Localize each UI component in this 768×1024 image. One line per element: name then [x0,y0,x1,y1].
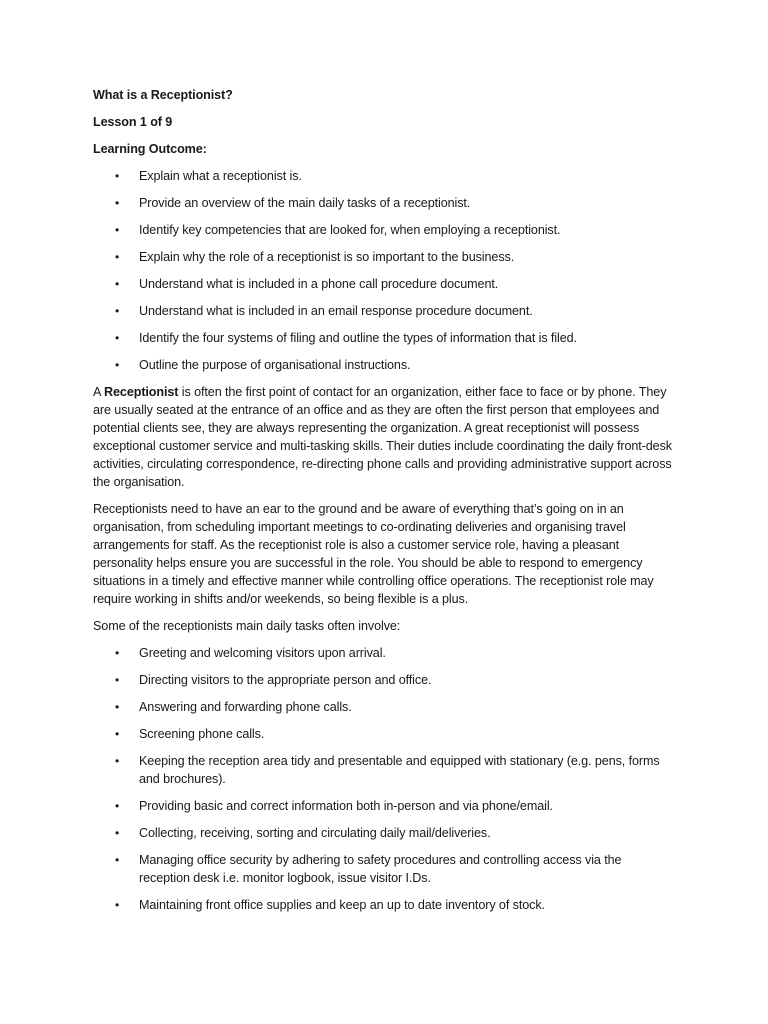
bullet-point-icon: • [115,700,120,714]
document-title: What is a Receptionist? [93,88,233,102]
learning-outcome-item-text: Explain why the role of a receptionist is so important to the business. [139,250,515,264]
task-item [93,824,673,842]
task-item-text: Maintaining front office supplies and keep an up to date inventory of stock. [139,898,545,912]
learning-outcome-item-text: Outline the purpose of organisational instructions. [139,358,411,372]
bullet-point-icon: • [115,799,120,813]
receptionist-term: Receptionist [104,385,179,399]
task-item-text: Greeting and welcoming visitors upon arrival. [139,646,386,660]
task-item-text: Answering and forwarding phone calls. [139,700,352,714]
tasks-intro: Some of the receptionists main daily tasks often involve: [93,619,401,633]
bullet-point-icon: • [115,754,120,768]
bullet-point-icon: • [115,304,120,318]
learning-outcome-item-text: Understand what is included in a phone call procedure document. [139,277,499,291]
task-item [93,851,673,887]
learning-outcome-item-text: Provide an overview of the main daily tasks of a receptionist. [139,196,471,210]
bullet-point-icon: • [115,853,120,867]
task-item [93,698,673,716]
learning-outcome-item [93,248,673,266]
task-item [93,671,673,689]
bullet-point-icon: • [115,727,120,741]
document-body [93,86,673,923]
bullet-point-icon: • [115,196,120,210]
bullet-point-icon: • [115,826,120,840]
bullet-point-icon: • [115,169,120,183]
bullet-point-icon: • [115,673,120,687]
lesson-indicator: Lesson 1 of 9 [93,115,173,129]
task-item-text: Screening phone calls. [139,727,265,741]
task-item [93,797,673,815]
learning-outcome-item-text: Identify key competencies that are looked for, when employing a receptionist. [139,223,561,237]
learning-outcome-item [93,221,673,239]
task-item [93,752,673,788]
learning-outcome-item [93,275,673,293]
learning-outcome-item [93,356,673,374]
bullet-point-icon: • [115,898,120,912]
task-item [93,725,673,743]
intro-paragraph [93,383,673,491]
learning-outcome-item [93,302,673,320]
task-item-text: Collecting, receiving, sorting and circulating daily mail/deliveries. [139,826,491,840]
daily-tasks-list [93,644,673,914]
learning-outcome-item-text: Understand what is included in an email response procedure document. [139,304,533,318]
task-item-text: Managing office security by adhering to safety procedures and controlling access via the reception desk i.e. monitor logbook, issue visitor I.Ds. [139,853,622,885]
bullet-point-icon: • [115,223,120,237]
bullet-point-icon: • [115,331,120,345]
bullet-point-icon: • [115,277,120,291]
learning-outcome-heading: Learning Outcome: [93,142,207,156]
learning-outcomes-list [93,167,673,374]
task-item-text: Keeping the reception area tidy and presentable and equipped with stationary (e.g. pens, forms and brochures). [139,754,660,786]
learning-outcome-item [93,167,673,185]
task-item [93,644,673,662]
bullet-point-icon: • [115,358,120,372]
task-item-text: Providing basic and correct information both in-person and via phone/email. [139,799,553,813]
learning-outcome-item-text: Identify the four systems of filing and outline the types of information that is filed. [139,331,577,345]
learning-outcome-item [93,329,673,347]
learning-outcome-item [93,194,673,212]
bullet-point-icon: • [115,250,120,264]
learning-outcome-item-text: Explain what a receptionist is. [139,169,302,183]
intro-paragraph-prefix: A [93,385,105,399]
task-item [93,896,673,914]
task-item-text: Directing visitors to the appropriate person and office. [139,673,432,687]
responsibilities-paragraph: Receptionists need to have an ear to the ground and be aware of everything that’s going on in an organisation, from scheduling important meetings to co-ordinating deliveries and organising travel arrangements for staff. As the receptionist role is also a customer service role, having a pleasant personality helps ensure you are successful in the role. You should be able to respond to emergency situations in a timely and effective manner while controlling office operations. The receptionist role may require working in shifts and/or weekends, so being flexible is a plus. [93,502,654,606]
intro-paragraph-text: is often the first point of contact for an organization, either face to face or by phone. They are usually seated at the entrance of an office and as they are often the first person that employees and potential clients see, they are always representing the organization. A great receptionist will possess exceptional customer service and multi-tasking skills. Their duties include coordinating the daily front-desk activities, circulating correspondence, re-directing phone calls and providing administrative support across the organisation. [93,385,672,489]
bullet-point-icon: • [115,646,120,660]
